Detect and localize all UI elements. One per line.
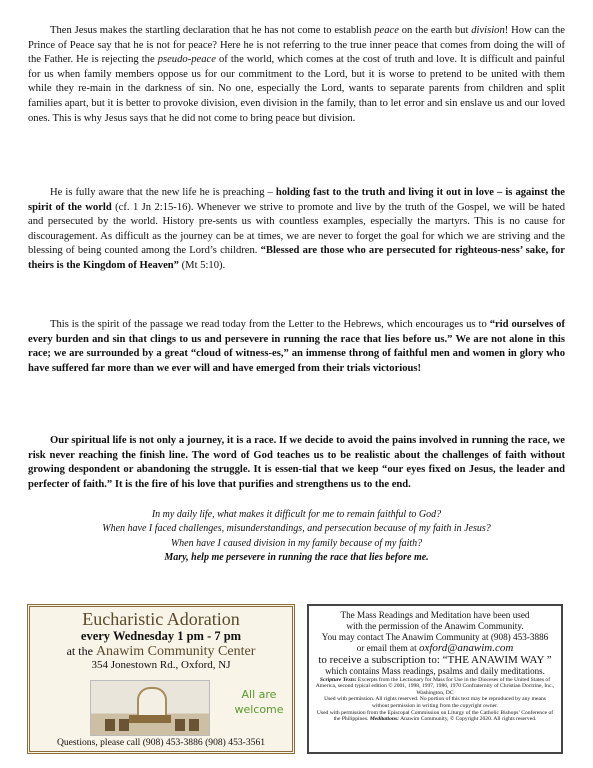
subscription-contents: which contains Mass readings, psalms and daily meditations. xyxy=(325,666,545,676)
adoration-title: Eucharistic Adoration xyxy=(82,609,240,629)
text-run: (cf. 1 Jn 2:15-16). Whenever we strive to promote and live by the truth of the Gospel, we will be hated and persecuted by the world. History pre-sents us with countless examples, especially the martyrs. This is no cause for discouragement. As difficult as the journey can be at times, we are never to forget the goal for which we are striving and the blessing of being counted among the Lord’s children. xyxy=(28,201,565,257)
paragraph-1 xyxy=(28,24,565,126)
text-run: peace xyxy=(374,25,399,36)
scripture-credit xyxy=(315,677,555,697)
closing-prayer: Mary, help me persevere in running the race that lies before me. xyxy=(164,552,429,564)
text-run: of the world, which comes at the cost of truth and love. It is difficult and painful for us when family members oppose us for our commitment to the Lord, but it is worse to pretend to be united with them while they re-main in the darkness of sin. No one, especially the Lord, wants to separate parents from children and split families apart, but it is better to provoke division, even division in the family, than to let error and sin enslave us and our loved ones. This is why Jesus says that he did not come to bring peace but division. xyxy=(28,54,565,124)
permission-email-prefix: or email them at xyxy=(356,643,419,653)
reflection-question: When have I faced challenges, misunderstandings, and persecution because of my faith in Jesus? xyxy=(102,523,491,535)
rights-text: Used with permission from the Episcopal Commission on Liturgy of the Catholic Bishops’ Conference of the Philippines. xyxy=(316,709,554,723)
text-run: Then Jesus makes the startling declaration that he has not come to establish xyxy=(50,25,375,36)
adoration-address: 354 Jonestown Rd., Oxford, NJ xyxy=(91,659,231,671)
subscription-line: to receive a subscription to: “THE ANAWIM WAY ” xyxy=(318,654,552,666)
permission-line: The Mass Readings and Meditation have been used xyxy=(340,610,530,620)
permission-line: You may contact The Anawim Community at (908) 453-3886 xyxy=(321,632,549,642)
chapel-chair xyxy=(119,719,129,731)
welcome-line: All are xyxy=(241,688,277,701)
reflection-questions xyxy=(28,508,565,566)
text-run: This is the spirit of the passage we read today from the Letter to the Hebrews, which encourages us to xyxy=(50,319,490,330)
adoration-location xyxy=(30,644,292,659)
rights-notice-2 xyxy=(315,710,555,723)
chapel-chair xyxy=(105,719,115,731)
text-run: He is fully aware that the new life he is preaching – xyxy=(50,187,276,198)
text-run: on the earth but xyxy=(398,25,472,36)
chapel-chair xyxy=(189,719,199,731)
text-run: (Mt 5:10). xyxy=(178,259,226,271)
permission-email-line xyxy=(315,643,555,654)
scripture-label: Scripture Texts: xyxy=(319,676,357,683)
paragraph-4 xyxy=(28,434,565,492)
email-link[interactable]: oxford@anawim.com xyxy=(418,642,514,654)
text-run: “Blessed are those who are persecuted for righteous-ness’ sake, for theirs is the Kingdom of Heaven” xyxy=(28,245,565,271)
scripture-text: Excerpts from the Lectionary for Mass for Use in the Dioceses of the United States of America, second typical edition © 2001, 1998, 1997, 1986, 1970 Confraternity of Christian Doctrine, Inc., Washington, DC xyxy=(315,676,555,696)
rights-text-end: Anawim Community, © Copyright 2020. All rights reserved. xyxy=(399,716,537,723)
text-run: pseudo-peace xyxy=(157,54,216,66)
chapel-altar xyxy=(129,715,171,723)
welcome-line: welcome xyxy=(234,703,284,716)
paragraph-2 xyxy=(28,186,565,274)
permissions-box xyxy=(307,604,563,754)
text-run: Our spiritual life is not only a journey, it is a race. If we decide to avoid the pains involved in running the race, we risk never reaching the finish line. The word of God teaches us to be realistic about the challenges of faith without growing despondent or abandoning the struggle. It is essen-tial that we keep “our eyes fixed on Jesus, the leader and perfecter of faith.” It is the fire of his love that purifies and strengthens us to the end. xyxy=(28,435,565,490)
text-run: holding fast to the truth and living it out in love – is against the spirit of the world xyxy=(28,187,565,213)
meditations-label: Meditations: xyxy=(369,716,400,723)
text-run: division xyxy=(471,25,505,36)
rights-notice: Used with permission. All rights reserved. No portion of this text may be reproduced by any means without permission in writing from the copyright owner. xyxy=(324,696,546,709)
adoration-at: at the xyxy=(66,644,96,658)
adoration-schedule: every Wednesday 1 pm - 7 pm xyxy=(80,629,242,643)
chapel-photo xyxy=(90,680,210,736)
text-run: ! How can the Prince of Peace say that he is not for peace? Here he is not referring to the true inner peace that comes from doing the will of the Father. He is rejecting the xyxy=(28,25,565,66)
adoration-center: Anawim Community Center xyxy=(95,644,256,659)
reflection-question: When have I caused division in my family because of my faith? xyxy=(170,537,423,549)
reflection-question: In my daily life, what makes it difficult for me to remain faithful to God? xyxy=(151,509,442,520)
chapel-chair xyxy=(175,719,185,731)
welcome-note xyxy=(226,687,292,717)
paragraph-3 xyxy=(28,318,565,376)
permission-line: with the permission of the Anawim Community. xyxy=(346,621,524,631)
adoration-box xyxy=(27,604,295,754)
adoration-contact: Questions, please call (908) 453-3886 (908) 453-3561 xyxy=(56,737,266,748)
text-run: “rid ourselves of every burden and sin that clings to us and persevere in running the race that lies before us.” We are not alone in this race; we are surrounded by a great “cloud of witness-es,” an immense throng of faithful men and women in glory who have suffered far more than we ever will and have emerged from their trials victorious! xyxy=(28,319,565,374)
